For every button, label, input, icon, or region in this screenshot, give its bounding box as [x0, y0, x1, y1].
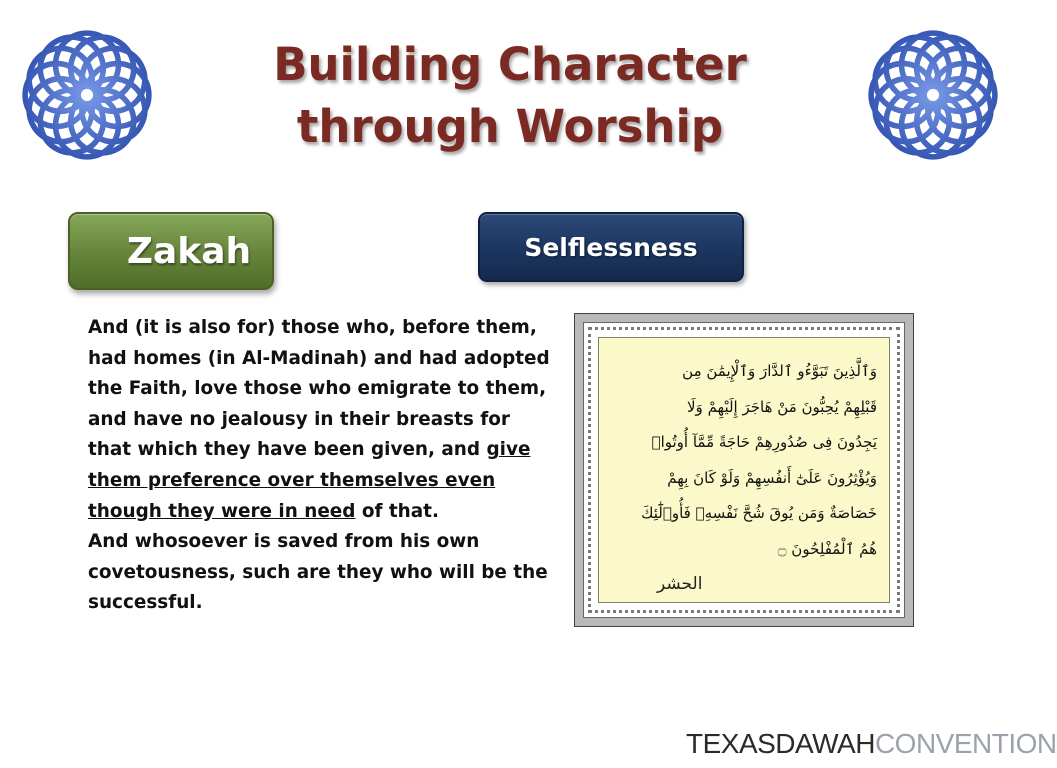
zakah-button[interactable]: Zakah	[68, 212, 274, 290]
verse-paragraph-1	[88, 313, 550, 527]
texasdawah-convention-logo	[686, 728, 1057, 760]
title-line-2: through Worship	[296, 100, 724, 153]
quran-page	[598, 337, 890, 603]
rosette-logo-left-icon	[16, 24, 158, 166]
arabic-line-5: خَصَاصَةٌ وَمَن يُوقَ شُحَّ نَفْسِهِۦ فَأُو۟لَٰٓئِكَ	[641, 504, 877, 522]
quran-frame	[583, 322, 905, 618]
arabic-line-3: يَجِدُونَ فِى صُدُورِهِمْ حَاجَةً مِّمَّآ أُوتُوا۟	[651, 433, 877, 451]
verse-text-part-2: of that.	[355, 500, 439, 522]
quran-verse-image	[574, 313, 914, 627]
sura-name: الحشر	[657, 574, 703, 594]
logo-text-convention: CONVENTION	[874, 728, 1057, 759]
arabic-line-4: وَيُؤْثِرُونَ عَلَىٰٓ أَنفُسِهِمْ وَلَوْ كَانَ بِهِمْ	[667, 468, 877, 487]
arabic-line-2: قَبْلِهِمْ يُحِبُّونَ مَنْ هَاجَرَ إِلَيْهِمْ وَلَا	[687, 397, 877, 416]
selflessness-button[interactable]: Selflessness	[478, 212, 744, 282]
verse-text-part-1: And (it is also for) those who, before them, had homes (in Al-Madinah) and had adopted the Faith, love those who emigrate to them, and have no jealousy in their breasts for that which they have been given, and	[88, 317, 550, 461]
verse-translation	[88, 313, 550, 619]
rosette-logo-right-icon	[862, 24, 1004, 166]
logo-text-texasdawah: TEXASDAWAH	[686, 728, 875, 759]
arabic-line-1: وَٱلَّذِينَ تَبَوَّءُو ٱلدَّارَ وَٱلْإِيمَٰنَ مِن	[682, 362, 877, 380]
arabic-line-6: هُمُ ٱلْمُفْلِحُونَ ۝	[777, 539, 877, 558]
verse-paragraph-2: And whosoever is saved from his own covetousness, such are they who will be the successful.	[88, 531, 548, 614]
slide-title	[250, 34, 770, 158]
title-line-1: Building Character	[273, 38, 747, 91]
verse-underlined-text: give them preference over themselves even though they were in need	[88, 439, 531, 522]
